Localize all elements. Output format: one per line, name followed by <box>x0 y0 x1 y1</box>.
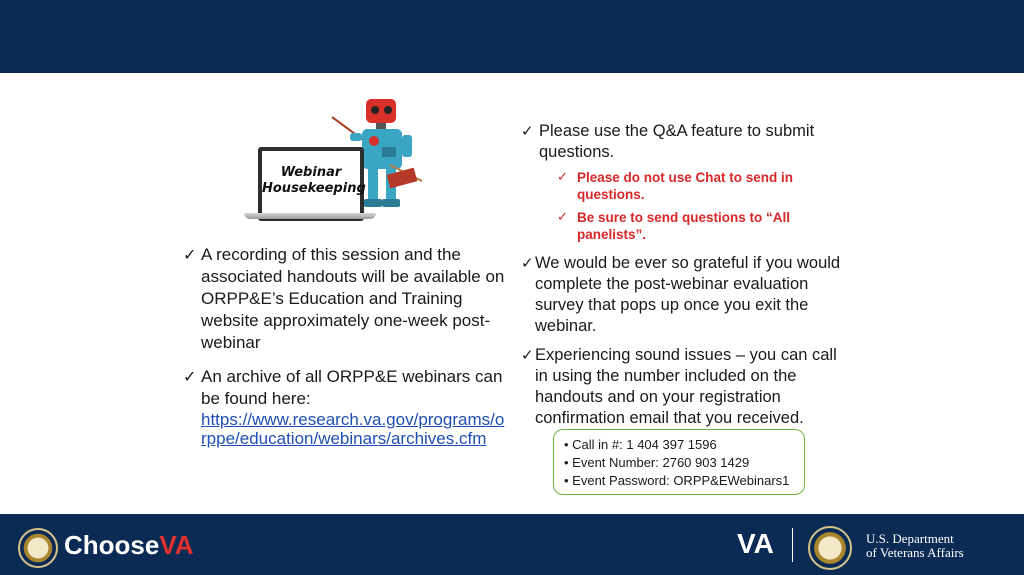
check-icon: ✓ <box>557 210 568 225</box>
call-in-box <box>553 429 805 495</box>
footer-divider <box>792 528 793 562</box>
choose-va-word: VA <box>159 530 194 560</box>
archive-link[interactable]: https://www.research.va.gov/programs/orppe/education/webinars/archives.cfm <box>201 410 505 448</box>
chat-warning-text: Please do not use Chat to send in questions. <box>577 170 794 202</box>
check-icon: ✓ <box>521 122 534 140</box>
check-icon: ✓ <box>183 245 197 264</box>
va-seal-icon <box>18 528 58 568</box>
left-column <box>183 244 508 448</box>
laptop-base <box>244 213 376 219</box>
list-item <box>521 253 841 337</box>
va-seal-icon <box>808 526 852 570</box>
check-icon: ✓ <box>183 367 197 386</box>
choose-va-logo <box>64 530 194 561</box>
choose-word: Choose <box>64 530 160 560</box>
check-icon: ✓ <box>521 254 534 272</box>
right-column <box>521 121 841 429</box>
list-item <box>521 121 841 163</box>
department-name <box>866 532 964 560</box>
list-item <box>521 345 841 429</box>
archive-info-text: An archive of all ORPP&E webinars can be found here: <box>201 367 503 408</box>
panelists-warning-text: Be sure to send questions to “All panelists”. <box>577 210 791 242</box>
list-item <box>183 244 508 354</box>
call-in-number: • Call in #: 1 404 397 1596 <box>564 437 717 452</box>
list-item <box>183 366 508 448</box>
laptop-title-line2: Housekeeping <box>262 181 366 196</box>
department-line1: U.S. Department <box>866 531 954 546</box>
laptop-title-line1: Webinar <box>280 165 342 180</box>
header-bar <box>0 0 1024 73</box>
webinar-illustration <box>240 95 430 223</box>
sub-list-item <box>557 209 841 243</box>
sub-list-item <box>557 169 841 203</box>
event-number: • Event Number: 2760 903 1429 <box>564 455 750 470</box>
check-icon: ✓ <box>521 346 534 364</box>
va-logo: VA <box>737 528 774 559</box>
qa-instruction-text: Please use the Q&A feature to submit questions. <box>539 122 815 161</box>
sound-issues-text: Experiencing sound issues – you can call in using the number included on the handouts and on your registration confirmation email that you received. <box>535 346 837 427</box>
laptop-icon <box>258 147 364 221</box>
recording-info-text: A recording of this session and the associated handouts will be available on ORPP&E’s Education and Training website approximately one-week post-webinar <box>201 245 505 352</box>
department-line2: of Veterans Affairs <box>866 545 964 560</box>
check-icon: ✓ <box>557 170 568 185</box>
survey-text: We would be ever so grateful if you would complete the post-webinar evaluation survey that pops up once you exit the webinar. <box>535 254 841 335</box>
event-password: • Event Password: ORPP&EWebinars1 <box>564 473 790 488</box>
